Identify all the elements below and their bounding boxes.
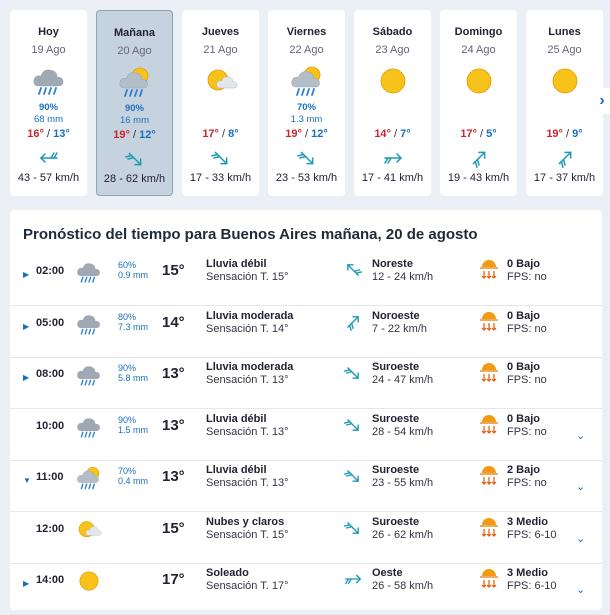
wind-direction: Suroeste: [372, 515, 420, 528]
rain-cloud-icon: [76, 311, 102, 337]
uv-icon: [480, 414, 498, 436]
uv-index: 3 Medio: [507, 567, 548, 579]
min-temp: 12°: [139, 129, 156, 141]
temp-separator: /: [566, 128, 570, 140]
max-temp: 19°: [113, 129, 130, 141]
min-temp: 5°: [486, 128, 497, 140]
day-wind: 23 - 53 km/h: [275, 172, 338, 184]
rain-amount: 5.8 mm: [118, 373, 149, 383]
hour-temp: 13°: [162, 416, 185, 434]
wind-direction: Suroeste: [372, 464, 420, 476]
hour-row[interactable]: [10, 357, 602, 409]
fps-value: FPS: 6-10: [507, 580, 557, 592]
sun-icon: [462, 64, 496, 98]
sun-icon: [376, 64, 410, 98]
wind-northwest-icon: [554, 147, 576, 169]
hour-temp: 13°: [162, 468, 185, 485]
rain-probability: 70%: [296, 102, 316, 113]
sun-cloud-icon: [76, 517, 102, 543]
min-temp: 9°: [572, 128, 583, 140]
day-card-1[interactable]: [96, 10, 173, 196]
hour-time: 11:00: [36, 471, 64, 483]
hour-time: 08:00: [36, 368, 65, 380]
temp-separator: /: [132, 129, 137, 141]
fps-value: FPS: no: [507, 322, 547, 335]
hour-row[interactable]: [10, 306, 602, 358]
rain-probability: 60%: [118, 260, 137, 270]
rain-amount: 0.9 mm: [118, 270, 149, 280]
uv-icon: [480, 465, 498, 487]
hour-temp: 15°: [162, 519, 185, 537]
hourly-forecast-panel: [10, 210, 602, 610]
wind-southwest-icon: [296, 147, 318, 169]
rain-cloud-icon: [76, 362, 102, 388]
wind-southwest-icon: [343, 363, 363, 383]
min-temp: 13°: [53, 128, 70, 140]
day-date: 23 Ago: [375, 44, 410, 56]
hour-time: 05:00: [36, 316, 65, 329]
rain-probability: 90%: [118, 414, 137, 425]
min-temp: 8°: [228, 128, 239, 140]
temp-separator: /: [222, 128, 226, 140]
wind-speed: 26 - 62 km/h: [372, 528, 434, 541]
weather-description: Lluvia moderada: [206, 309, 294, 322]
rain-amount: 1.5 mm: [118, 424, 149, 435]
fps-value: FPS: no: [507, 271, 547, 283]
day-card-6[interactable]: [526, 10, 603, 196]
day-wind: 17 - 33 km/h: [189, 172, 252, 184]
rain-probability: 70%: [118, 466, 137, 476]
temp-separator: /: [304, 128, 309, 140]
weather-description: Lluvia débil: [206, 258, 267, 270]
day-name: Mañana: [114, 27, 155, 39]
weather-description: Lluvia moderada: [206, 361, 294, 373]
wind-southwest-icon: [343, 518, 363, 538]
max-temp: 19°: [285, 128, 302, 140]
day-wind: 43 - 57 km/h: [17, 172, 80, 184]
day-date: 20 Ago: [117, 45, 152, 57]
uv-index: 0 Bajo: [507, 258, 541, 270]
min-temp: 7°: [400, 128, 411, 140]
uv-index: 3 Medio: [507, 515, 548, 528]
day-wind: 17 - 37 km/h: [533, 172, 596, 184]
wind-speed: 23 - 55 km/h: [372, 477, 434, 489]
wind-speed: 24 - 47 km/h: [372, 374, 434, 386]
hour-temp: 14°: [162, 313, 185, 331]
uv-icon: [480, 568, 498, 590]
weather-description: Lluvia débil: [206, 412, 267, 425]
chevron-down-icon[interactable]: ⌄: [576, 584, 586, 596]
uv-icon: [480, 259, 498, 281]
sun-rain-cloud-icon: [290, 64, 324, 98]
sun-rain-cloud-icon: [76, 465, 102, 491]
wind-southwest-icon: [124, 148, 146, 170]
expand-toggle-icon[interactable]: ▶: [23, 579, 30, 588]
day-date: 19 Ago: [31, 44, 66, 56]
fps-value: FPS: 6-10: [507, 528, 557, 541]
temp-separator: /: [480, 128, 484, 140]
day-card-3[interactable]: [268, 10, 345, 196]
wind-direction: Oeste: [372, 567, 403, 579]
day-card-5[interactable]: [440, 10, 517, 196]
max-temp: 19°: [546, 128, 563, 140]
daily-forecast-strip: [10, 10, 610, 198]
temp-separator: /: [46, 128, 51, 140]
rain-cloud-icon: [32, 64, 66, 98]
day-card-4[interactable]: [354, 10, 431, 196]
chevron-down-icon[interactable]: ⌄: [576, 532, 586, 545]
uv-icon: [480, 517, 498, 539]
weather-description: Soleado: [206, 567, 249, 579]
rain-amount: 0.4 mm: [118, 476, 149, 486]
rain-cloud-icon: [76, 414, 102, 440]
wind-southwest-icon: [210, 147, 232, 169]
day-temps: [440, 128, 517, 140]
weather-description: Nubes y claros: [206, 515, 285, 528]
sun-cloud-icon: [204, 64, 238, 98]
wind-northwest-icon: [343, 312, 363, 332]
rain-cloud-icon: [76, 259, 102, 285]
sun-rain-cloud-icon: [118, 65, 152, 99]
day-name: Jueves: [201, 26, 240, 38]
fps-value: FPS: no: [507, 374, 547, 386]
hour-row[interactable]: [10, 512, 602, 564]
hour-time: 14:00: [36, 574, 65, 586]
next-days-button[interactable]: ›: [594, 88, 610, 114]
day-date: 22 Ago: [289, 44, 324, 56]
wind-east-icon: [343, 569, 363, 589]
feels-like: Sensación T. 15°: [206, 528, 289, 541]
feels-like: Sensación T. 13°: [206, 374, 289, 386]
day-name: Hoy: [38, 26, 59, 38]
fps-value: FPS: no: [507, 477, 547, 489]
hour-time: 10:00: [36, 419, 65, 432]
wind-west-icon: [38, 147, 60, 169]
day-date: 25 Ago: [547, 44, 582, 56]
chevron-down-icon[interactable]: ⌄: [576, 481, 586, 493]
rain-amount: 16 mm: [119, 115, 150, 126]
chevron-down-icon[interactable]: ⌄: [576, 429, 586, 442]
rain-probability: 90%: [118, 363, 137, 373]
wind-direction: Noroeste: [372, 309, 420, 322]
uv-icon: [480, 362, 498, 384]
temp-separator: /: [394, 128, 398, 140]
wind-east-icon: [382, 147, 404, 169]
day-temps: [268, 128, 345, 140]
day-card-0[interactable]: [10, 10, 87, 196]
day-wind: 17 - 41 km/h: [361, 172, 424, 184]
hour-time: 02:00: [36, 265, 65, 277]
wind-northwest-icon: [468, 147, 490, 169]
rain-probability: 90%: [38, 102, 58, 113]
sun-icon: [548, 64, 582, 98]
wind-southwest-icon: [343, 415, 363, 435]
wind-southwest-icon: [343, 466, 363, 486]
hour-row[interactable]: [10, 409, 602, 461]
day-wind: 28 - 62 km/h: [103, 173, 166, 185]
rain-amount: 68 mm: [33, 114, 64, 125]
day-temps: [526, 128, 603, 140]
uv-index: 0 Bajo: [507, 309, 541, 322]
day-temps: [354, 128, 431, 140]
expand-toggle-icon[interactable]: ▶: [23, 321, 30, 331]
rain-amount: 7.3 mm: [118, 321, 149, 332]
feels-like: Sensación T. 17°: [206, 580, 289, 592]
hour-row[interactable]: [10, 563, 602, 615]
uv-index: 0 Bajo: [507, 361, 541, 373]
feels-like: Sensación T. 13°: [206, 477, 289, 489]
wind-speed: 26 - 58 km/h: [372, 580, 434, 592]
day-name: Domingo: [454, 26, 503, 38]
uv-index: 2 Bajo: [507, 464, 541, 476]
day-name: Lunes: [548, 26, 581, 38]
min-temp: 12°: [311, 128, 328, 140]
wind-direction: Suroeste: [372, 412, 420, 425]
wind-direction: Noreste: [372, 258, 413, 270]
rain-amount: 1.3 mm: [290, 114, 323, 125]
max-temp: 17°: [202, 128, 219, 140]
feels-like: Sensación T. 14°: [206, 322, 289, 335]
day-temps: [10, 128, 87, 140]
wind-direction: Suroeste: [372, 361, 420, 373]
expand-toggle-icon[interactable]: ▼: [23, 476, 31, 485]
hour-temp: 15°: [162, 262, 185, 279]
wind-speed: 7 - 22 km/h: [372, 322, 428, 335]
rain-probability: 80%: [118, 311, 137, 322]
hour-row[interactable]: [10, 460, 602, 512]
weather-description: Lluvia débil: [206, 464, 267, 476]
panel-title: Pronóstico del tiempo para Buenos Aires mañana, 20 de agosto: [23, 226, 478, 243]
day-name: Sábado: [372, 26, 413, 38]
uv-icon: [480, 311, 498, 333]
hour-time: 12:00: [36, 522, 65, 535]
wind-northeast-icon: [343, 260, 363, 280]
day-date: 21 Ago: [203, 44, 238, 56]
fps-value: FPS: no: [507, 425, 547, 438]
wind-speed: 12 - 24 km/h: [372, 271, 434, 283]
feels-like: Sensación T. 15°: [206, 271, 289, 283]
max-temp: 16°: [27, 128, 44, 140]
day-wind: 19 - 43 km/h: [447, 172, 510, 184]
feels-like: Sensación T. 13°: [206, 425, 289, 438]
sun-icon: [76, 568, 102, 594]
expand-toggle-icon[interactable]: ▶: [23, 270, 30, 279]
uv-index: 0 Bajo: [507, 412, 541, 425]
day-temps: [97, 129, 172, 141]
day-card-2[interactable]: [182, 10, 259, 196]
expand-toggle-icon[interactable]: ▶: [23, 373, 30, 382]
day-name: Viernes: [286, 26, 327, 38]
max-temp: 14°: [374, 128, 391, 140]
rain-probability: 90%: [124, 103, 144, 114]
hour-temp: 13°: [162, 365, 185, 382]
day-temps: [182, 128, 259, 140]
wind-speed: 28 - 54 km/h: [372, 425, 434, 438]
max-temp: 17°: [460, 128, 477, 140]
hour-temp: 17°: [162, 571, 185, 588]
day-date: 24 Ago: [461, 44, 496, 56]
hour-row[interactable]: [10, 254, 602, 306]
